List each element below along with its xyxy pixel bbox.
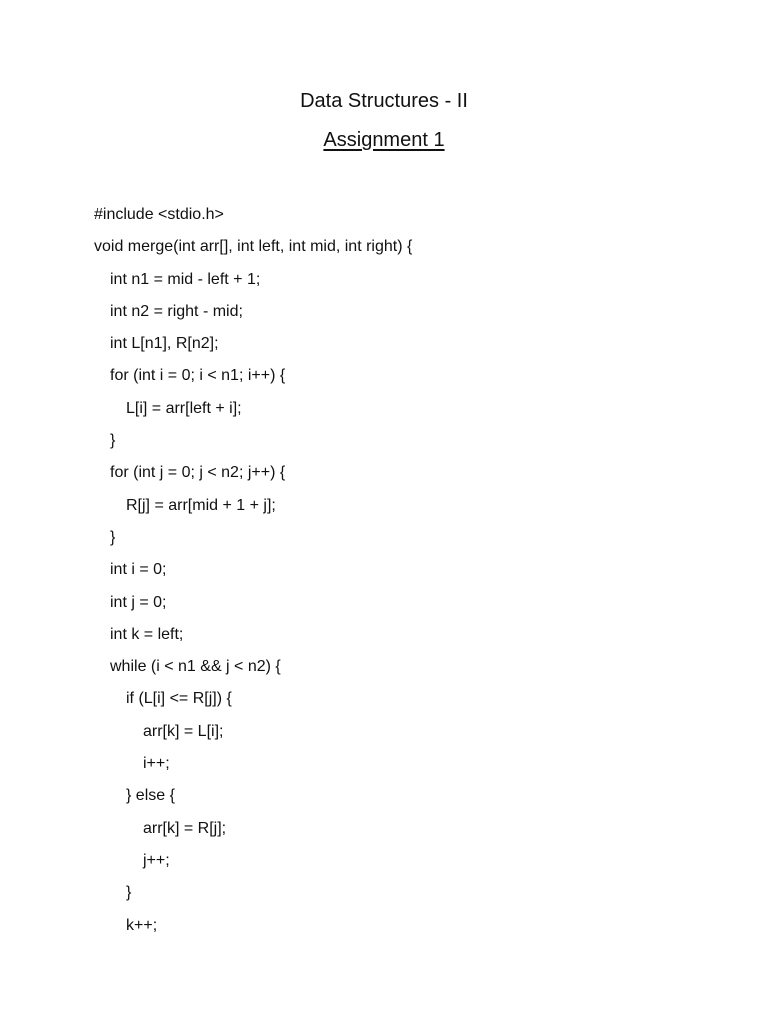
code-line: if (L[i] <= R[j]) { xyxy=(126,690,232,708)
code-line: while (i < n1 && j < n2) { xyxy=(110,658,281,676)
document-title: Data Structures - II xyxy=(300,90,468,112)
code-block xyxy=(0,199,768,942)
code-line: for (int j = 0; j < n2; j++) { xyxy=(110,464,286,482)
document-subtitle: Assignment 1 xyxy=(323,129,445,151)
code-line: int i = 0; xyxy=(110,561,167,579)
code-line: for (int i = 0; i < n1; i++) { xyxy=(110,367,286,385)
code-line: int n2 = right - mid; xyxy=(110,302,243,320)
code-line: i++; xyxy=(143,755,170,773)
code-line: arr[k] = R[j]; xyxy=(143,819,227,837)
code-line: } xyxy=(110,432,116,450)
code-line: int L[n1], R[n2]; xyxy=(110,335,219,353)
code-line: int k = left; xyxy=(110,625,184,643)
code-line: #include <stdio.h> xyxy=(94,206,224,223)
code-line: } else { xyxy=(126,787,175,805)
code-line: int j = 0; xyxy=(110,593,167,611)
code-line: } xyxy=(126,884,132,902)
code-line: k++; xyxy=(126,916,158,934)
code-line: L[i] = arr[left + i]; xyxy=(126,399,242,417)
code-line: arr[k] = L[i]; xyxy=(143,722,224,740)
code-line: } xyxy=(110,528,116,546)
code-line: void merge(int arr[], int left, int mid, int right) { xyxy=(94,238,413,256)
code-line: j++; xyxy=(143,851,170,869)
code-line: R[j] = arr[mid + 1 + j]; xyxy=(126,496,276,514)
code-line: int n1 = mid - left + 1; xyxy=(110,270,261,288)
